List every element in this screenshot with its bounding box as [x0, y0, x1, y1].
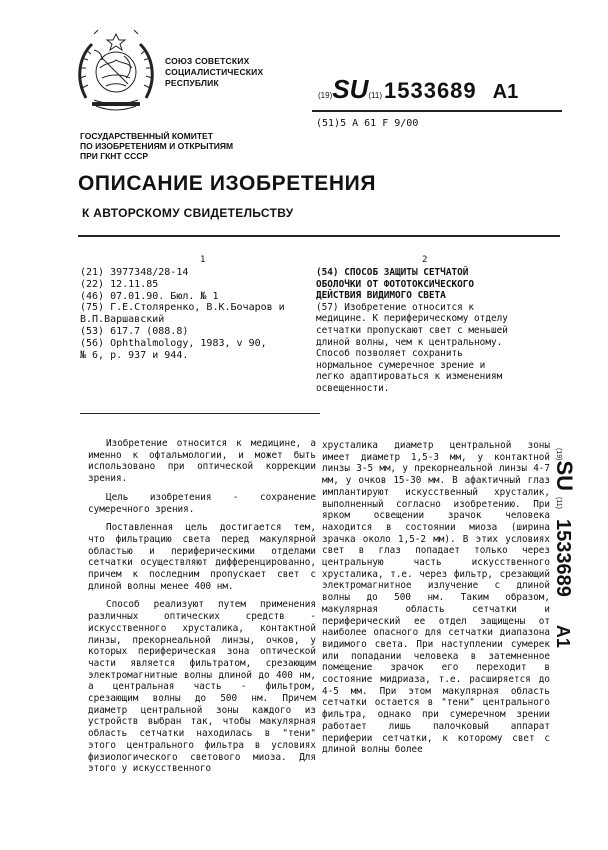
union-line-2: СОЦИАЛИСТИЧЕСКИХ	[165, 67, 264, 77]
biblio-line: № 6, p. 937 и 944.	[80, 349, 189, 361]
patent-number-block	[318, 74, 518, 105]
code-19: (19)	[318, 91, 333, 100]
committee-line-2: ПО ИЗОБРЕТЕНИЯМ И ОТКРЫТИЯМ	[80, 141, 234, 151]
biblio-line: (56) Ophthalmology, 1983, v 90,	[80, 337, 267, 349]
ipc-classification: (51)5 А 61 F 9/00	[316, 118, 419, 129]
state-emblem	[72, 28, 160, 116]
biblio-line: (53) 617.7 (088.8)	[80, 325, 189, 337]
patent-number: 1533689	[384, 78, 477, 103]
title-rule	[78, 235, 560, 237]
paragraph: Поставленная цель достигается тем, что фильтрацию света перед макулярной областью и периферическими отделами сетчатки осуществляют дифференцированно, причем к последним пропускает свет с длиной волны менее 400 нм.	[88, 522, 316, 592]
biblio-line: (75) Г.Е.Столяренко, В.К.Бочаров и	[80, 302, 285, 314]
biblio-line: (22) 12.11.85	[80, 278, 159, 290]
side-code-19: (19)	[555, 448, 562, 461]
side-kind-code: A1	[553, 624, 573, 648]
paragraph: хрусталика диаметр центральной зоны имеет диаметр 1,5-3 мм, у контактной линзы 3-5 мм, у прекорнеальной линзы 4-7 мм, у очков 15-30 мм. В афактичный глаз имплантируют искусственный хрусталик, выполненный согласно изобретению. При ярком освещении зрачок человека находится в состоянии миоза (ширина зрачка около 1,5-2 мм). В этих условиях свет в глаз попадает только через центральную часть искусственного хрусталика, т.е. через фильтр, срезающий электромагнитное излучение с длиной волны до 500 нм. Таким образом, макулярная область сетчатки и периферический ее отдел защищены от наиболее опасного для сетчатки диапазона видимого света. При наступлении сумерек или попадании человека в затемненное помещение зрачок его переходит в состояние мидриаза, т.е. расширяется до 4-5 мм. При этом макулярная область сетчатки остается в "тени" центрального фильтра, однако при сумеречном зрении работает лишь палочковый аппарат периферии сетчатки, к которому свет с длиной волны более	[322, 440, 550, 756]
union-line-3: РЕСПУБЛИК	[165, 78, 219, 88]
side-country-code: SU	[552, 460, 577, 492]
biblio-line: (46) 07.01.90. Бюл. № 1	[80, 290, 219, 302]
paragraph: Цель изобретения - сохранение сумеречного зрения.	[88, 491, 316, 515]
paragraph: Изобретение относится к медицине, а именно к офтальмологии, и может быть использовано при оптической коррекции зрения.	[88, 438, 316, 485]
invention-title: (54) СПОСОБ ЗАЩИТЫ СЕТЧАТОЙ ОБОЛОЧКИ ОТ ФОТОТОКСИЧЕСКОГО ДЕЙСТВИЯ ВИДИМОГО СВЕТА	[316, 267, 475, 302]
abstract	[316, 267, 516, 395]
country-code: SU	[332, 74, 369, 104]
union-name	[165, 56, 263, 89]
header-rule	[312, 110, 562, 112]
biblio-line: (21) 3977348/28-14	[80, 267, 189, 278]
union-line-1: СОЮЗ СОВЕТСКИХ	[165, 56, 250, 66]
column-number-2: 2	[422, 255, 428, 265]
paragraph: Способ реализуют путем применения различных оптических средств - искусственного хрусталика, контактной линзы, прекорнеальной линзы, очков, у которых периферическая зона оптической части является фильтратом, срезающим электромагнитные волны длиной до 400 нм, а центральная часть - фильтром, срезающим волны до 500 нм. Причем диаметр центральной зоны каждого из устройств выбран так, чтобы макулярная область сетчатки находилась в "тени" этого центрального фильтра в условиях физиологического светового миоза. Для этого у искусственного	[88, 599, 316, 775]
column-number-1: 1	[200, 255, 206, 265]
code-11: (11)	[368, 91, 382, 100]
side-code-11: (11)	[555, 497, 562, 509]
committee-line-1: ГОСУДАРСТВЕННЫЙ КОМИТЕТ	[80, 131, 213, 141]
bibliographic-data	[80, 267, 310, 361]
abstract-text: (57) Изобретение относится к медицине. К периферическому отделу сетчатки пропускают свет с меньшей длиной волны, чем к центральному. Способ позволяет сохранить нормальное сумеречное зрение и легко адаптироваться к изменениям освещенности.	[316, 301, 508, 394]
side-patent-number: 1533689	[552, 518, 574, 597]
body-column-left	[88, 438, 316, 782]
committee-line-3: ПРИ ГКНТ СССР	[80, 151, 149, 161]
side-patent-number	[551, 448, 577, 708]
document-subtitle: К АВТОРСКОМУ СВИДЕТЕЛЬСТВУ	[82, 206, 294, 220]
separator-rule	[80, 413, 320, 414]
biblio-line: В.П.Варшавский	[80, 314, 165, 326]
document-title: ОПИСАНИЕ ИЗОБРЕТЕНИЯ	[78, 172, 377, 195]
kind-code: A1	[492, 81, 519, 103]
body-column-right	[322, 440, 550, 763]
committee	[80, 131, 233, 161]
